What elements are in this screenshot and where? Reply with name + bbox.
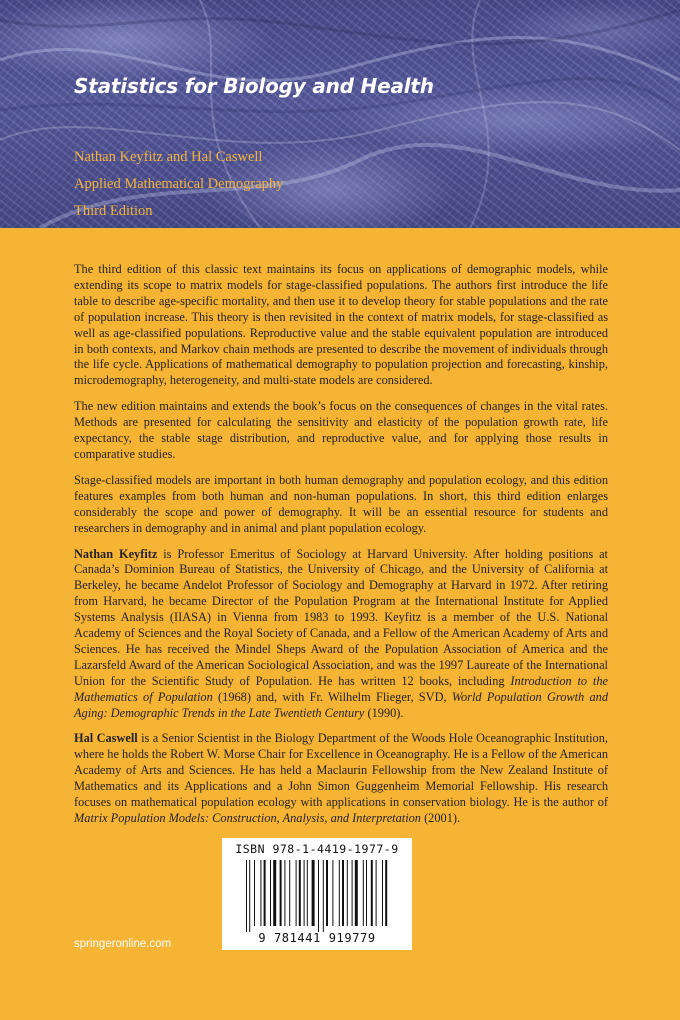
ean-digits: 9 781441 919779 [258,931,376,945]
barcode-bar [366,860,367,926]
isbn-barcode [222,838,412,950]
barcode-bar [249,860,250,932]
barcode-bar [355,860,358,926]
description-paragraph-1: The third edition of this classic text maintains its focus on applications of demographic models, while extending its scope to matrix models for stage-classified populations. The authors first introduce the life table to describe age-specific mortality, and then use it to develop theory for stable populations and the rate of population increase. This theory is then revisited in the context of matrix models, for stage-classified as well as age-classified populations. Reproductive value and the stable equivalent population are introduced in both contexts, and Markov chain methods are presented to describe the movement of individuals through the life cycle. Applications of mathematical demography to population projection and forecasting, kinship, microdemography, heterogeneity, and multi-state models are considered. [74,262,608,388]
barcode-bar [289,860,290,926]
description-paragraph-3: Stage-classified models are important in both human demography and population ecology, and this edition features examples from both human and non-human populations. In short, this third edition enlarges considerably the scope and power of demography. It will be an essential resource for students and researchers in demography and in animal and plant population ecology. [74,472,608,535]
book-authors: Nathan Keyfitz and Hal Caswell [74,149,263,165]
caswell-book: Matrix Population Models: Construction, Analysis, and Interpretation [74,811,421,825]
barcode-bar [304,860,305,926]
barcode-bar [284,860,285,926]
marble-texture [0,0,680,228]
barcode-bar [342,860,344,926]
keyfitz-book-1: Introduction to the Mathematics of Population [74,673,609,704]
barcode-bar [307,860,308,926]
barcode-bar [270,860,271,926]
caswell-bio-text: is a Senior Scientist in the Biology Department of the Woods Hole Oceanographic Institution, where he holds the Robert W. Morse Chair for Excellence in Oceanography. He is a Fellow of the American Academy of Arts and Sciences. He has held a Maclaurin Fellowship from the New Zealand Institute of Mathematics and its Applications and a John Simon Guggenheim Memorial Fellowship. His research focuses on mathematical population ecology with applications in conservation biology. He is the author of [74,731,608,810]
barcode-bar [299,860,301,926]
keyfitz-bio [74,547,608,722]
barcode-bar [347,860,348,926]
barcode-bar [323,860,324,932]
book-edition: Third Edition [74,203,153,219]
barcode-bar [246,860,247,932]
cover-header-band [0,0,680,228]
caswell-name: Hal Caswell [74,731,138,746]
barcode-bar [352,860,353,926]
caswell-bio [74,731,608,826]
barcode-bar [273,860,276,926]
barcode-bar [312,860,315,926]
barcode-bar [363,860,364,926]
keyfitz-bio-end: (1990). [364,705,404,720]
isbn-number: ISBN 978-1-4419-1977-9 [235,842,399,856]
barcode-bar [326,860,328,926]
barcode-bar [339,860,340,926]
barcode-bars [244,860,390,932]
barcode-bar [254,860,255,926]
back-cover-description [74,262,608,837]
book-title: Applied Mathematical Demography [74,176,284,192]
barcode-bar [382,860,383,926]
keyfitz-bio-text: is Professor Emeritus of Sociology at Harvard University. After holding positions at Canada’s Dominion Bureau of Statistics, the University of Chicago, and the University of California at Berkeley, he became Andelot Professor of Sociology and Demography at Harvard in 1972. After retiring from Harvard, he became Director of the Population Program at the International Institute for Applied Systems Analysis (IIASA) in Vienna from 1983 to 1993. Keyfitz is a member of the U.S. National Academy of Sciences and the Royal Society of Canada, and a Fellow of the American Academy of Arts and Sciences. He has received the Mindel Sheps Award of the Population Association of America and the Lazarsfeld Award of the American Sociological Association, and was the 1997 Laureate of the International Union for the Scientific Study of Population. He has written 12 books, including [74,546,608,688]
barcode-bar [296,860,297,926]
barcode-bar [332,860,333,926]
description-paragraph-2: The new edition maintains and extends the book’s focus on the consequences of changes in the vital rates. Methods are presented for calculating the sensitivity and elasticity of the population growth rate, life expectancy, the stable stage distribution, and reproductive value, and for applying those results in comparative studies. [74,399,608,461]
barcode-bar [371,860,373,926]
barcode-bar [280,860,282,926]
barcode-bar [264,860,266,926]
publisher-website[interactable]: springeronline.com [74,938,172,950]
barcode-bar [376,860,377,926]
keyfitz-book-2: World Population Growth and Aging: Demographic Trends in the Late Twentieth Century [74,689,609,720]
keyfitz-name: Nathan Keyfitz [74,546,158,561]
barcode-bar [385,860,387,926]
caswell-bio-end: (2001). [420,811,461,825]
barcode-bar [260,860,261,926]
barcode-bar [318,860,319,932]
keyfitz-bio-mid: (1968) and, with Fr. Wilhelm Flieger, SVD, [212,689,452,704]
series-title: Statistics for Biology and Health [74,74,434,98]
